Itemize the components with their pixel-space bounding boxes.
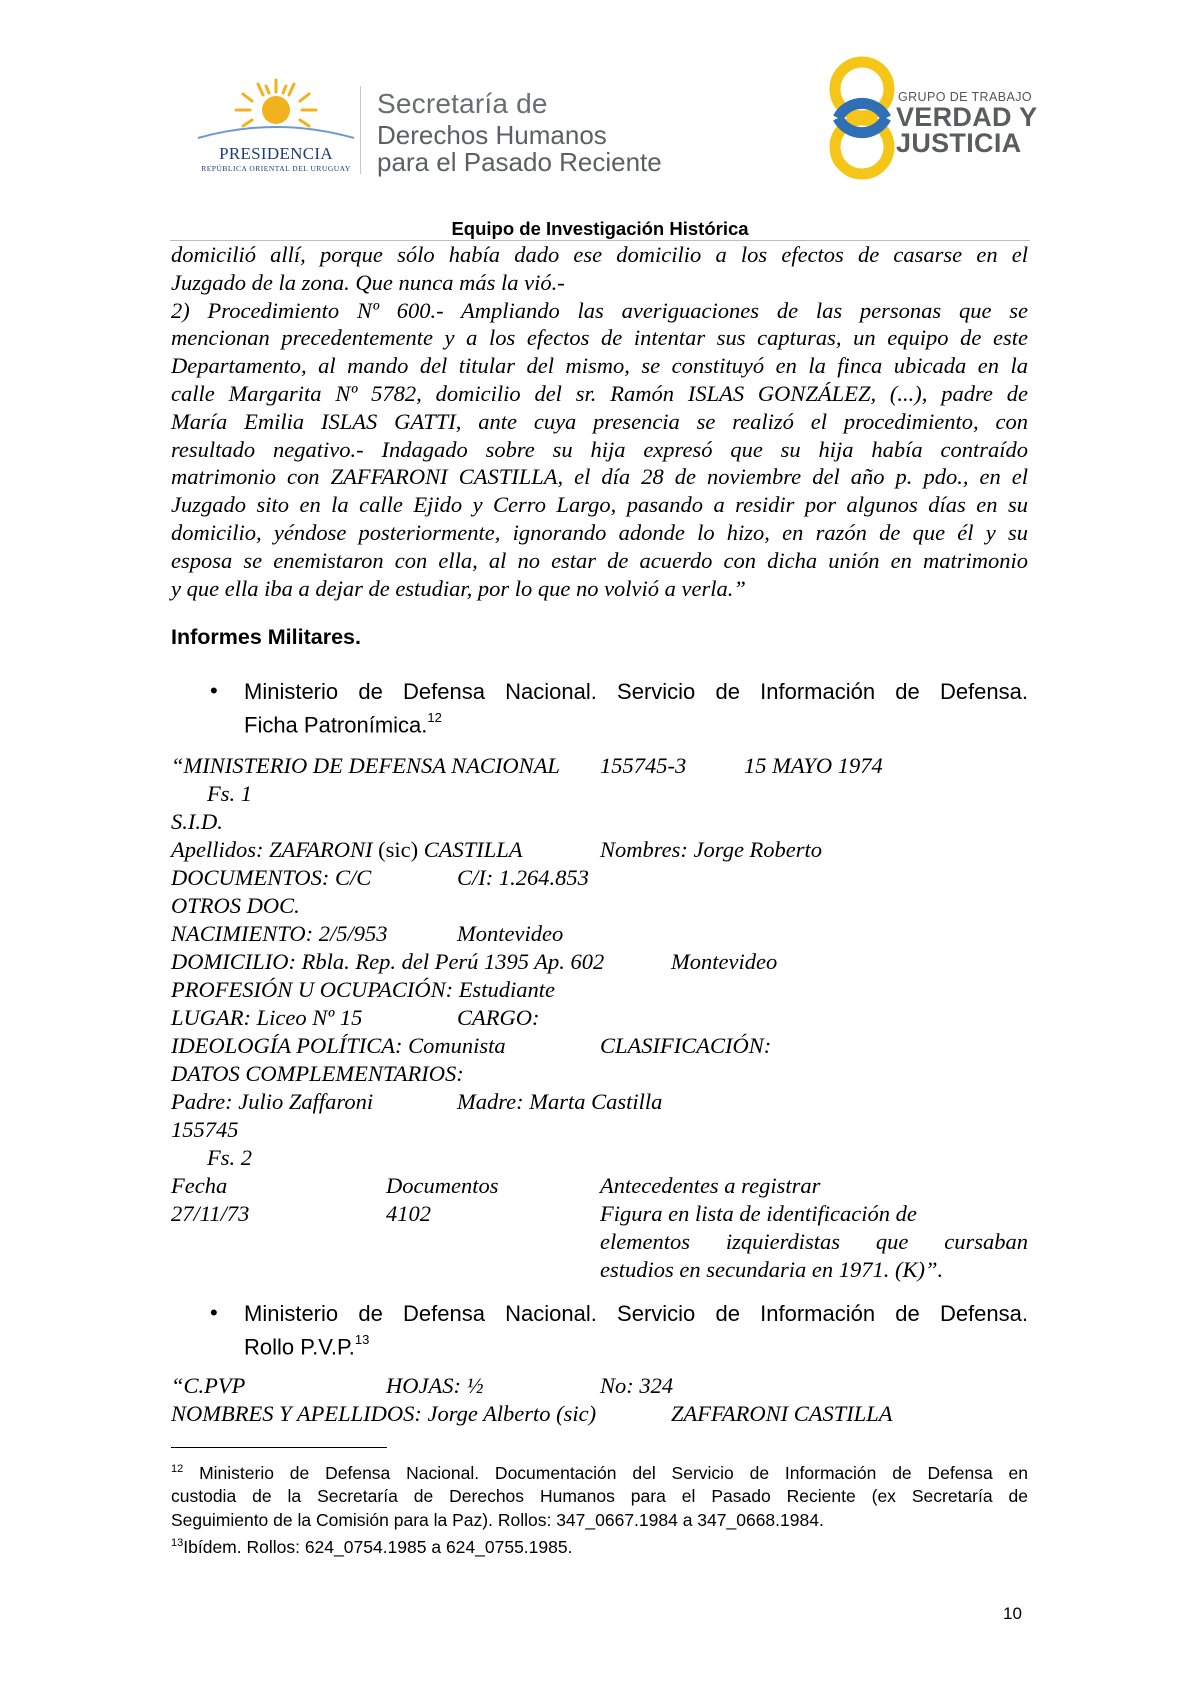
header-divider [360, 86, 361, 174]
bullet-marker: • [210, 1300, 218, 1325]
pvp-nombres: NOMBRES Y APELLIDOS: Jorge Alberto (sic) [171, 1401, 597, 1426]
verdad-justicia-rings-logo [820, 56, 904, 180]
section-heading: Informes Militares. [171, 625, 361, 649]
ficha-madre: Madre: Marta Castilla [457, 1089, 663, 1114]
secretaria-line-1: Secretaría de [377, 88, 548, 119]
col-antecedentes: Antecedentes a registrar [600, 1173, 821, 1198]
ficha-ci: C/I: 1.264.853 [457, 865, 589, 890]
quote-line: esposa se enemistaron con ella, al no estar de acuerdo con dicha unión en matrimonio [171, 547, 1028, 573]
page-number: 10 [1003, 1604, 1022, 1623]
footnote-12-line: Seguimiento de la Comisión para la Paz). Rollos: 347_0667.1984 a 347_0668.1984. [171, 1509, 824, 1530]
ficha-dom-lugar: Montevideo [671, 949, 778, 974]
footnote-ref[interactable]: 12 [427, 710, 442, 725]
ficha-num: 155745 [171, 1117, 239, 1142]
quote-line: Juzgado sito en la calle Ejido y Cerro Largo, pasando a residir por algunos días en su [171, 492, 1028, 518]
secretaria-line-3: para el Pasado Reciente [377, 147, 662, 177]
ficha-cargo: CARGO: [457, 1005, 540, 1030]
quote-line: resultado negativo.- Indagado sobre su hija expresó que su hija había contraído [171, 436, 1028, 462]
footnote-12-line: custodia de la Secretaría de Derechos Humanos para el Pasado Reciente (ex Secretaría de [171, 1486, 1028, 1507]
bullet-item-rollo [244, 1300, 1028, 1361]
ficha-domicilio: DOMICILIO: Rbla. Rep. del Perú 1395 Ap. 602 [171, 949, 605, 974]
ficha-datos: DATOS COMPLEMENTARIOS: [171, 1061, 464, 1086]
quote-line: mencionan precedentemente y a los efectos de intentar sus capturas, un equipo de este [171, 325, 1028, 351]
grupo-trabajo-label: GRUPO DE TRABAJO [898, 90, 1032, 104]
ficha-number: 155745-3 [600, 753, 687, 778]
pvp-hojas: HOJAS: ½ [386, 1373, 484, 1398]
ficha-fs1: Fs. 1 [207, 781, 252, 806]
bullet-item-ficha [244, 678, 1028, 739]
ficha-date: 15 MAYO 1974 [744, 753, 883, 778]
ficha-apellidos: Apellidos: ZAFARONI (sic) CASTILLA [171, 837, 523, 862]
ficha-sid: S.I.D. [171, 809, 223, 834]
secretaria-line-2: Derechos Humanos [377, 120, 607, 150]
footnote-13: $^{13}$Ibídem. Rollos: 624_0754.1985 a 624_0755.1985. [171, 1537, 573, 1558]
presidencia-label: PRESIDENCIA [219, 144, 333, 163]
ficha-documentos: DOCUMENTOS: C/C [171, 865, 372, 890]
ficha-nac-lugar: Montevideo [457, 921, 564, 946]
quote-line: María Emilia ISLAS GATTI, ante cuya presencia se realizó el procedimiento, con [171, 408, 1028, 434]
quote-line: calle Margarita Nº 5782, domicilio del sr. Ramón ISLAS GONZÁLEZ, (...), padre de [171, 380, 1028, 406]
bullet-line: Ministerio de Defensa Nacional. Servicio de Información de Defensa. [244, 1301, 1028, 1326]
ficha-clasificacion: CLASIFICACIÓN: [600, 1033, 772, 1058]
ficha-ideologia: IDEOLOGÍA POLÍTICA: Comunista [171, 1033, 506, 1058]
quoted-paragraph [171, 241, 1028, 602]
bullet-line: Rollo P.V.P. [244, 1334, 355, 1360]
ficha-lugar: LUGAR: Liceo Nº 15 [171, 1005, 363, 1030]
quote-line: domicilió allí, porque sólo había dado ese domicilio a los efectos de casarse en el [171, 242, 1028, 267]
quote-line: y que ella iba a dejar de estudiar, por lo que no volvió a verla.” [171, 575, 746, 601]
verdad-label: VERDAD Y [896, 102, 1038, 132]
ficha-header: “MINISTERIO DE DEFENSA NACIONAL [171, 753, 560, 778]
footnote-rule [171, 1447, 387, 1448]
bullet-line: Ministerio de Defensa Nacional. Servicio de Información de Defensa. [244, 679, 1028, 704]
bullet-marker: • [210, 678, 218, 703]
quote-line: Juzgado de la zona. Que nunca más la vió.- [171, 269, 565, 295]
quote-line: domicilio, yéndose posteriormente, ignorando adonde lo hizo, en razón de que él y su [171, 519, 1028, 545]
ficha-padre: Padre: Julio Zaffaroni [171, 1089, 374, 1114]
row-fecha: 27/11/73 [171, 1201, 250, 1226]
ficha-profesion: PROFESIÓN U OCUPACIÓN: Estudiante [171, 977, 555, 1002]
pvp-c: “C.PVP [171, 1373, 246, 1398]
team-title: Equipo de Investigación Histórica [451, 218, 749, 239]
col-documentos: Documentos [386, 1173, 499, 1198]
bullet-line: Ficha Patronímica. [244, 712, 428, 738]
justicia-label: JUSTICIA [896, 128, 1022, 158]
ficha-otros: OTROS DOC. [171, 893, 300, 918]
col-fecha: Fecha [171, 1173, 228, 1198]
footnote-ref[interactable]: 13 [354, 1332, 370, 1347]
ficha-nacimiento: NACIMIENTO: 2/5/953 [171, 921, 388, 946]
row-documento: 4102 [386, 1201, 431, 1226]
quote-line: 2) Procedimiento Nº 600.- Ampliando las averiguaciones de las personas que se [171, 297, 1028, 323]
quote-line: matrimonio con ZAFFARONI CASTILLA, el día 28 de noviembre del año p. pdo., en el [171, 464, 1028, 490]
ficha-nombres: Nombres: Jorge Roberto [600, 837, 823, 862]
row-antecedentes: Figura en lista de identificación de elementos izquierdistas que cursaban estudios en secundaria en 1971. (K)”. [600, 1201, 1028, 1282]
quote-line: Departamento, al mando del titular del mismo, se constituyó en la finca ubicada en la [171, 353, 1028, 379]
pvp-apellido: ZAFFARONI CASTILLA [671, 1401, 893, 1426]
footnotes [171, 1458, 1028, 1560]
footnote-12-line: $^{12}$ Ministerio de Defensa Nacional. Documentación del Servicio de Información de Defensa en [171, 1462, 1028, 1483]
ficha-fs2: Fs. 2 [207, 1145, 252, 1170]
pvp-no: No: 324 [600, 1373, 674, 1398]
presidencia-sublabel: REPÚBLICA ORIENTAL DEL URUGUAY [201, 164, 351, 173]
